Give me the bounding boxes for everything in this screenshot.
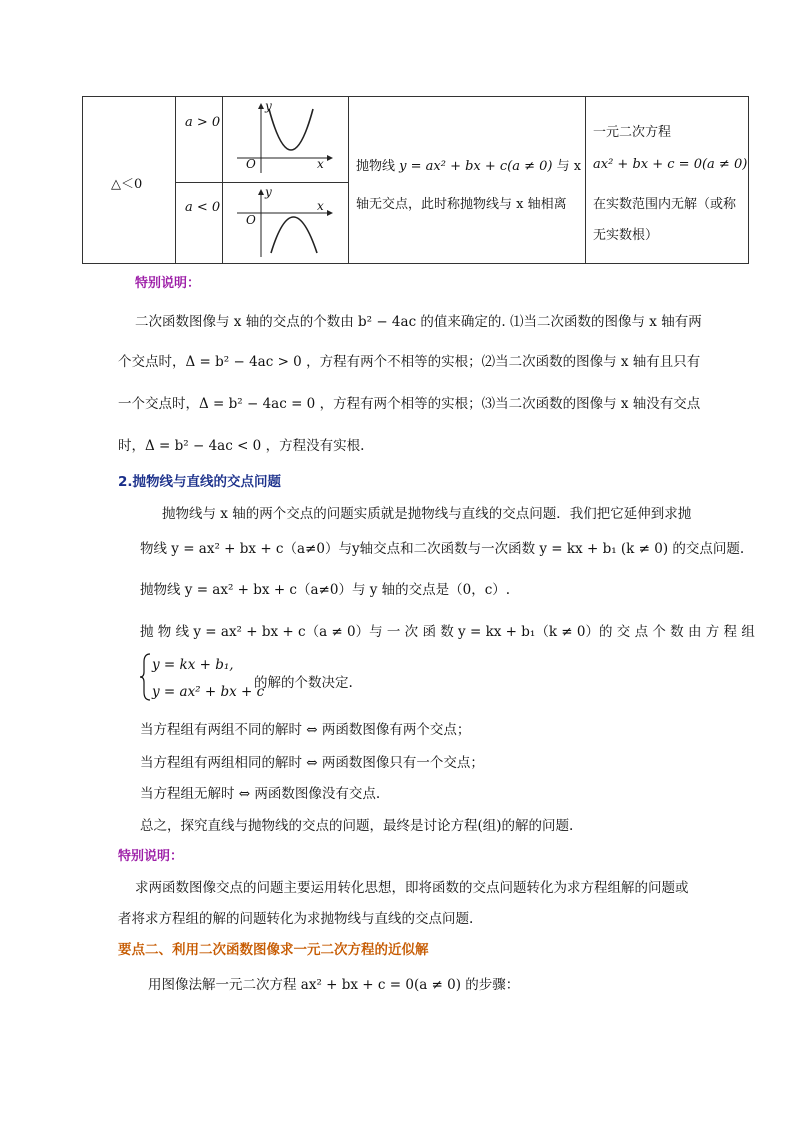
middle-text-line1: 抛物线 y = ax² + bx + c(a ≠ 0) 与 x bbox=[356, 159, 582, 174]
y-axis-label: y bbox=[265, 185, 272, 199]
brace-icon bbox=[138, 652, 152, 702]
section2-p1: 抛物线与 x 轴的两个交点的问题实质就是抛物线与直线的交点问题．我们把它延伸到求抛 bbox=[162, 506, 692, 522]
section-heading: 2.抛物线与直线的交点问题 bbox=[118, 474, 282, 490]
section2-p7: 当方程组无解时 ⇔ 两函数图像没有交点. bbox=[140, 786, 381, 802]
note2-line1: 求两函数图像交点的问题主要运用转化思想，即将函数的交点问题转化为求方程组解的问题或 bbox=[135, 880, 689, 896]
system-eq-2: y = ax² + bx + c bbox=[152, 684, 265, 700]
system-eq-1: y = kx + b₁, bbox=[152, 657, 234, 673]
table-divider bbox=[222, 97, 223, 263]
right-text-line3: 在实数范围内无解（或称 bbox=[593, 197, 737, 212]
note1-line4: 时，Δ = b² − 4ac < 0 ，方程没有实根. bbox=[118, 438, 365, 454]
table-divider bbox=[175, 182, 348, 183]
case-a-negative: a < 0 bbox=[185, 200, 221, 215]
note-title: 特别说明： bbox=[118, 849, 184, 864]
x-axis-label: x bbox=[317, 199, 324, 213]
note2-line2: 者将求方程组的解的问题转化为求抛物线与直线的交点问题. bbox=[118, 911, 474, 927]
origin-label: O bbox=[246, 213, 256, 227]
note1-line2: 个交点时，Δ = b² − 4ac > 0 ，方程有两个不相等的实根；⑵当二次函数的图像与 x 轴有且只有 bbox=[118, 354, 701, 370]
right-text-line2: ax² + bx + c = 0(a ≠ 0) bbox=[593, 157, 748, 172]
table-divider bbox=[175, 97, 176, 263]
middle-text-line2: 轴无交点，此时称抛物线与 x 轴相离 bbox=[356, 197, 567, 212]
section-heading: 要点二、利用二次函数图像求一元二次方程的近似解 bbox=[118, 942, 429, 958]
case-a-positive: a > 0 bbox=[185, 115, 221, 130]
section2-p5: 当方程组有两组不同的解时 ⇔ 两函数图像有两个交点； bbox=[140, 722, 471, 738]
x-axis-label: x bbox=[317, 157, 324, 171]
section2-p4: 抛 物 线 y = ax² + bx + c（a ≠ 0）与 一 次 函 数 y = kx + b₁（k ≠ 0）的 交 点 个 数 由 方 程 组 bbox=[140, 624, 755, 640]
origin-label: O bbox=[246, 157, 256, 171]
note1-line1: 二次函数图像与 x 轴的交点的个数由 b² − 4ac 的值来确定的. ⑴当二次函数的图像与 x 轴有两 bbox=[135, 314, 702, 330]
section2-p8: 总之，探究直线与抛物线的交点的问题，最终是讨论方程(组)的解的问题. bbox=[140, 818, 574, 834]
section2-p6: 当方程组有两组相同的解时 ⇔ 两函数图像只有一个交点； bbox=[140, 755, 484, 771]
y-axis-label: y bbox=[265, 99, 272, 113]
note-title: 特别说明： bbox=[135, 276, 201, 291]
system-suffix: 的解的个数决定. bbox=[254, 675, 353, 691]
table-divider bbox=[348, 97, 349, 263]
note1-line3: 一个交点时，Δ = b² − 4ac = 0 ，方程有两个相等的实根；⑶当二次函数的图像与 x 轴没有交点 bbox=[118, 396, 701, 412]
table-divider bbox=[585, 97, 586, 263]
roots-table bbox=[82, 96, 749, 264]
section2-p2: 物线 y = ax² + bx + c（a≠0）与y轴交点和二次函数与一次函数 y = kx + b₁ (k ≠ 0) 的交点问题. bbox=[140, 541, 745, 557]
right-text-line4: 无实数根） bbox=[593, 228, 659, 243]
section3-p1: 用图像法解一元二次方程 ax² + bx + c = 0(a ≠ 0) 的步骤： bbox=[148, 977, 520, 993]
section2-p3: 抛物线 y = ax² + bx + c（a≠0）与 y 轴的交点是（0，c）. bbox=[140, 582, 511, 598]
row-label-delta-negative: △＜0 bbox=[111, 177, 143, 192]
right-text-line1: 一元二次方程 bbox=[593, 125, 672, 140]
